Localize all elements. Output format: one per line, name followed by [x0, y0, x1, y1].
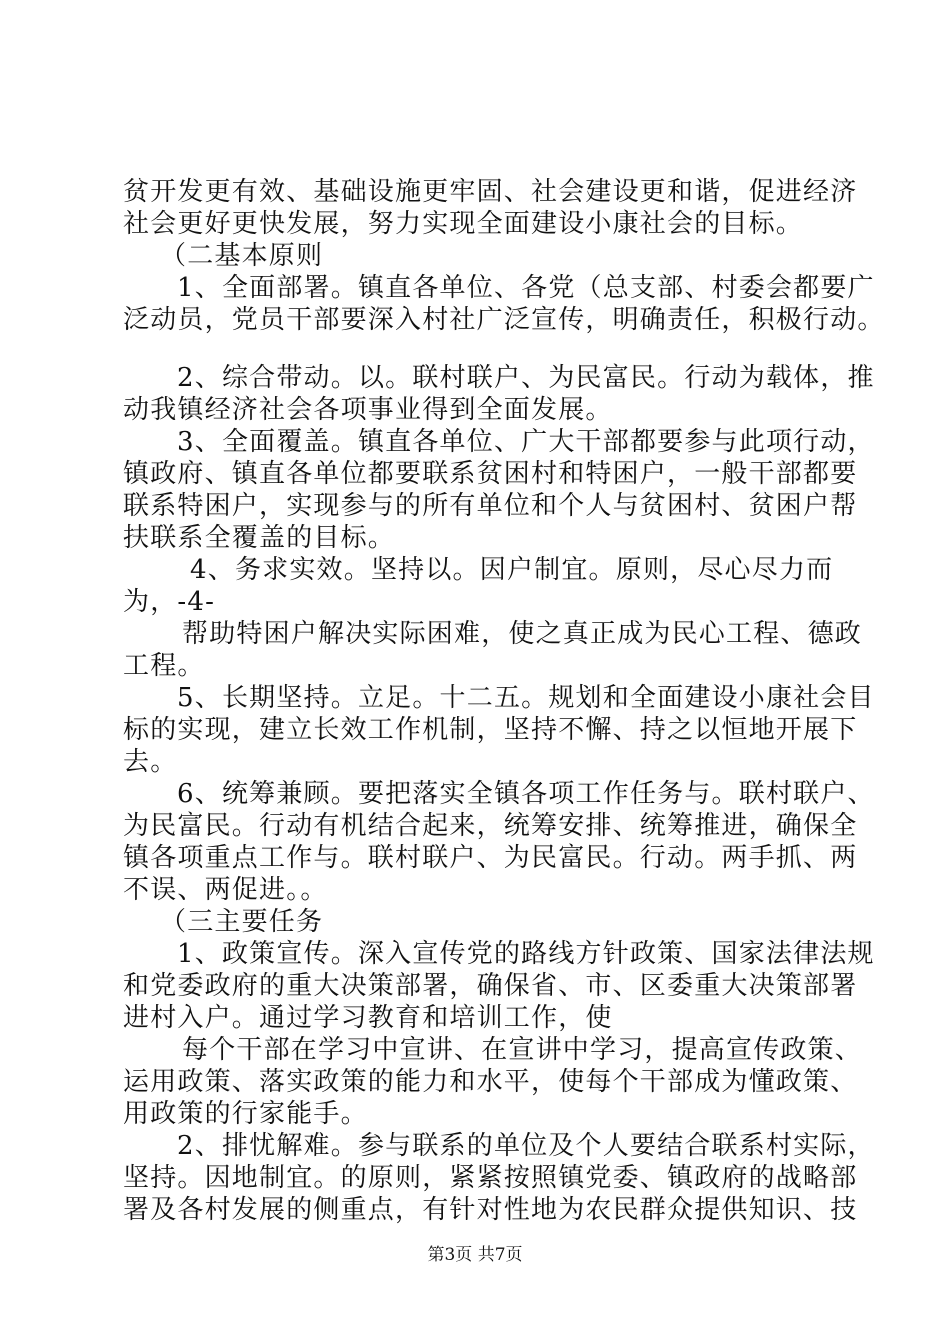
text-line: 3、全面覆盖。镇直各单位、广大干部都要参与此项行动， [177, 427, 875, 457]
text-line: 工程。 [123, 651, 205, 681]
text-line: 1、政策宣传。深入宣传党的路线方针政策、国家法律法规 [177, 939, 875, 969]
text-line: 动我镇经济社会各项事业得到全面发展。 [123, 395, 613, 425]
text-line: 社会更好更快发展，努力实现全面建设小康社会的目标。 [123, 209, 804, 239]
text-line: 用政策的行家能手。 [123, 1099, 368, 1129]
text-line: 标的实现，建立长效工作机制，坚持不懈、持之以恒地开展下 [123, 715, 858, 745]
text-line: 2、综合带动。以。联村联户、为民富民。行动为载体，推 [177, 363, 875, 393]
text-line: 不误、两促进。。 [123, 875, 328, 905]
text-line: 贫开发更有效、基础设施更牢固、社会建设更和谐，促进经济 [123, 177, 858, 207]
text-line: 6、统筹兼顾。要把落实全镇各项工作任务与。联村联户、 [177, 779, 875, 809]
text-line: 扶联系全覆盖的目标。 [123, 523, 396, 553]
text-line: 联系特困户，实现参与的所有单位和个人与贫困村、贫困户帮 [123, 491, 858, 521]
text-line: 每个干部在学习中宣讲、在宣讲中学习，提高宣传政策、 [182, 1035, 863, 1065]
text-line: 泛动员，党员干部要深入村社广泛宣传，明确责任，积极行动。 [123, 305, 885, 335]
text-line: 为民富民。行动有机结合起来，统筹安排、统筹推进，确保全 [123, 811, 858, 841]
text-line: 镇政府、镇直各单位都要联系贫困村和特困户，一般干部都要 [123, 459, 858, 489]
text-line: 4、务求实效。坚持以。因户制宜。原则，尽心尽力而 [190, 555, 834, 585]
text-line: 署及各村发展的侧重点，有针对性地为农民群众提供知识、技 [123, 1195, 858, 1225]
section-heading: （二基本原则 [160, 241, 324, 271]
page-number-footer: 第3页 共7页 [427, 1245, 523, 1265]
text-line: 镇各项重点工作与。联村联户、为民富民。行动。两手抓、两 [123, 843, 858, 873]
text-line: 2、排忧解难。参与联系的单位及个人要结合联系村实际， [177, 1131, 875, 1161]
text-line: 帮助特困户解决实际困难，使之真正成为民心工程、德政 [182, 619, 863, 649]
text-line: 进村入户。通过学习教育和培训工作，使 [123, 1003, 613, 1033]
section-heading: （三主要任务 [160, 907, 324, 937]
text-line: 坚持。因地制宜。的原则，紧紧按照镇党委、镇政府的战略部 [123, 1163, 858, 1193]
text-line: 1、全面部署。镇直各单位、各党（总支部、村委会都要广 [177, 273, 875, 303]
text-line: 和党委政府的重大决策部署，确保省、市、区委重大决策部署 [123, 971, 858, 1001]
text-line: 5、长期坚持。立足。十二五。规划和全面建设小康社会目 [177, 683, 875, 713]
text-line: 运用政策、落实政策的能力和水平，使每个干部成为懂政策、 [123, 1067, 858, 1097]
text-line: 为，-4- [123, 587, 216, 617]
text-line: 去。 [123, 747, 178, 777]
